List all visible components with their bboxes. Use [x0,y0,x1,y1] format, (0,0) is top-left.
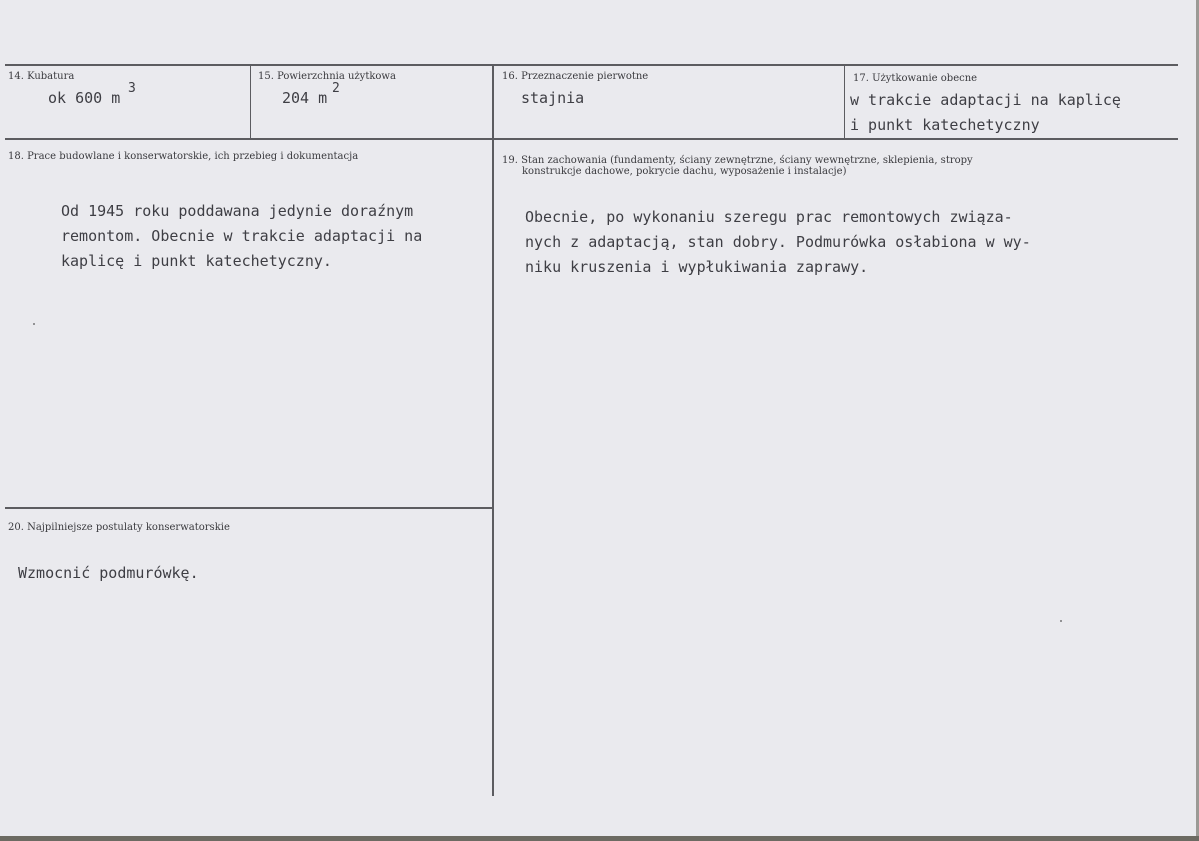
row-divider-2 [5,507,492,509]
field-14-label: 14. Kubatura [8,71,75,82]
field-17-label: 17. Użytkowanie obecne [853,73,978,84]
field-18-line-1: Od 1945 roku poddawana jedynie doraźnym [61,202,414,220]
paper-speck [1060,620,1062,622]
field-14-value: ok 600 m [48,89,121,107]
field-15-superscript: 2 [332,81,340,96]
field-20-label: 20. Najpilniejsze postulaty konserwatorskie [8,522,230,533]
card-edge-bottom [0,836,1199,841]
field-15-value: 204 m [282,89,328,107]
field-19-label-line-1: 19. Stan zachowania (fundamenty, ściany zewnętrzne, ściany wewnętrzne, sklepienia, stropy [502,155,973,166]
field-14-superscript: 3 [128,81,136,96]
field-18-line-3: kaplicę i punkt katechetyczny. [61,252,332,270]
field-19-line-3: niku kruszenia i wypłukiwania zaprawy. [525,258,869,276]
field-17-line-2: i punkt katechetyczny [850,116,1040,134]
row-divider-1 [5,138,1178,140]
field-19-line-2: nych z adaptacją, stan dobry. Podmurówka osłabiona w wy- [525,233,1031,251]
field-16-value: stajnia [521,89,585,107]
col-divider-center [492,64,494,796]
col-divider-16-17 [844,64,845,140]
field-19-line-1: Obecnie, po wykonaniu szeregu prac remontowych związa- [525,208,1013,226]
field-20-value: Wzmocnić podmurówkę. [18,564,199,582]
field-18-label: 18. Prace budowlane i konserwatorskie, ich przebieg i dokumentacja [8,151,359,162]
field-19-label-line-2: konstrukcje dachowe, pokrycie dachu, wyposażenie i instalacje) [522,166,847,177]
field-16-label: 16. Przeznaczenie pierwotne [502,71,649,82]
field-17-line-1: w trakcie adaptacji na kaplicę [850,91,1121,109]
field-15-label: 15. Powierzchnia użytkowa [258,71,396,82]
paper-speck [33,323,35,325]
col-divider-14-15 [250,64,251,140]
top-rule [5,64,1178,66]
field-18-line-2: remontom. Obecnie w trakcie adaptacji na [61,227,423,245]
